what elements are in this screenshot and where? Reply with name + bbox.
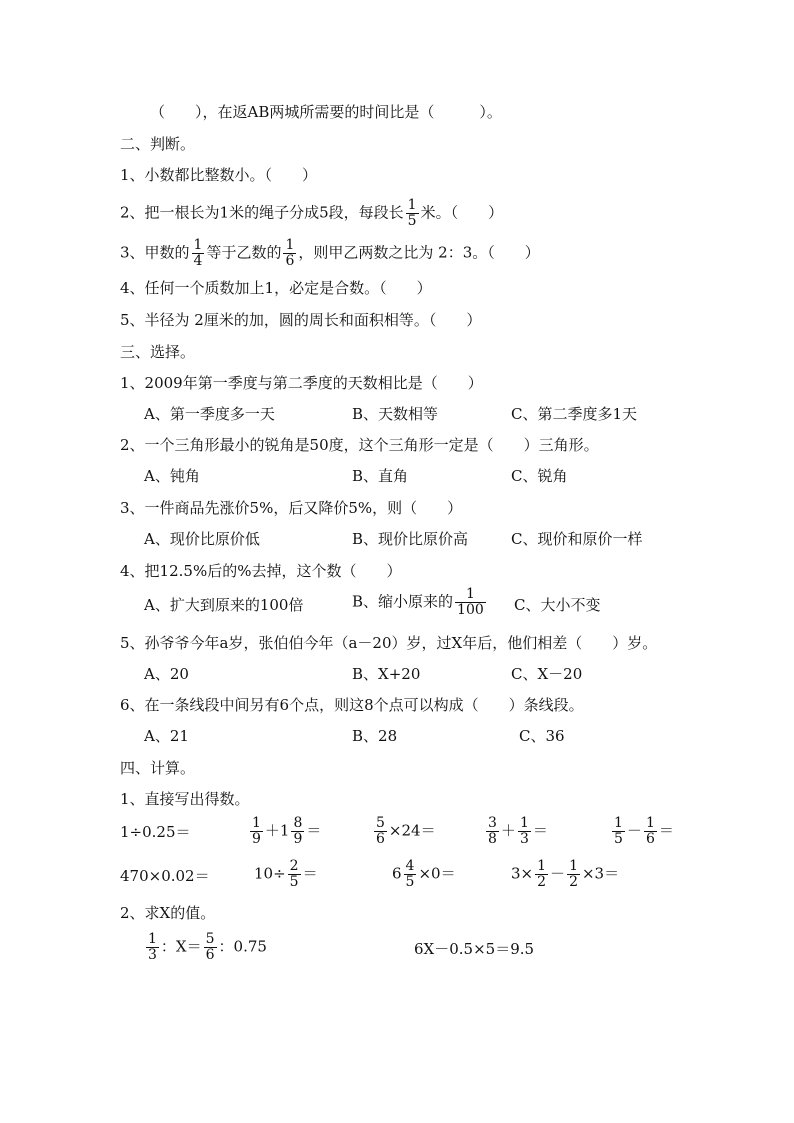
numerator: 8 — [293, 815, 303, 831]
denominator: 5 — [614, 831, 623, 847]
denominator: 5 — [405, 874, 415, 890]
choice-q4-option-c: C、大小不变 — [514, 596, 601, 614]
expr-tail: ×0＝ — [418, 864, 456, 883]
solve-eq-1 — [144, 932, 267, 963]
judge-q2-tail: 米。（ ） — [420, 203, 504, 222]
fraction — [404, 859, 417, 890]
judge-q4: 4、任何一个质数加上1，必定是合数。（ ） — [120, 279, 432, 297]
denominator: 6 — [285, 253, 295, 269]
judge-q2-text: 2、把一根长为1米的绳子分成5段，每段长 — [120, 203, 404, 222]
denominator: 2 — [537, 874, 547, 890]
calc-expr-3 — [372, 816, 436, 847]
denominator: 5 — [407, 213, 417, 229]
fraction — [250, 816, 263, 847]
calc-expr-9 — [511, 859, 619, 890]
denominator: 9 — [252, 831, 261, 847]
fraction — [204, 932, 217, 963]
numerator: 1 — [407, 197, 417, 213]
choice-q6-option-c: C、36 — [519, 727, 565, 745]
numerator: 2 — [289, 858, 299, 874]
calc-expr-5 — [610, 816, 674, 847]
expr-tail: ×3＝ — [581, 864, 620, 883]
numerator: 5 — [205, 931, 215, 947]
denominator: 5 — [289, 874, 299, 890]
denominator: 6 — [376, 831, 385, 847]
judge-q3-tail: ，则甲乙两数之比为 2：3。（ ） — [298, 243, 540, 262]
choice-q6: 6、在一条线段中间另有6个点，则这8个点可以构成（ ）条线段。 — [120, 696, 584, 714]
choice-q1-option-b: B、天数相等 — [352, 405, 439, 423]
solve-eq-2: 6X－0.5×5＝9.5 — [414, 940, 535, 958]
fraction — [455, 587, 486, 618]
section-heading-calc: 四、计算。 — [120, 759, 196, 777]
choice-q4-option-b-text: B、缩小原来的 — [352, 592, 454, 611]
numerator: 5 — [376, 815, 385, 831]
fraction — [644, 816, 657, 847]
fraction — [535, 859, 548, 890]
judge-q3 — [120, 238, 540, 269]
calc-expr-7 — [254, 859, 318, 890]
operator: － — [626, 821, 642, 840]
choice-q3-option-b: B、现价比原价高 — [352, 530, 469, 548]
calc-expr-4 — [484, 816, 548, 847]
choice-q2-option-c: C、锐角 — [511, 467, 568, 485]
choice-q2-option-b: B、直角 — [352, 467, 409, 485]
numerator: 1 — [569, 858, 578, 874]
numerator: 1 — [148, 931, 157, 947]
choice-q1-option-a: A、第一季度多一天 — [144, 405, 275, 423]
fraction — [288, 859, 301, 890]
denominator: 4 — [193, 253, 203, 269]
section-heading-choice: 三、选择。 — [120, 343, 196, 361]
choice-q4-option-b — [352, 587, 488, 618]
calc-expr-6: 470×0.02＝ — [120, 867, 210, 885]
denominator: 8 — [488, 831, 497, 847]
choice-q4-option-a: A、扩大到原来的100倍 — [144, 596, 304, 614]
judge-q5: 5、半径为 2厘米的加，圆的周长和面积相等。（ ） — [120, 311, 482, 329]
expr-head: 3× — [511, 864, 534, 883]
choice-q5-option-c: C、X－20 — [511, 665, 583, 683]
calc-subheading-direct: 1、直接写出得数。 — [120, 790, 250, 808]
operator: ＋ — [500, 821, 516, 840]
numerator: 1 — [537, 858, 547, 874]
equals: ＝ — [658, 821, 674, 840]
eq-tail: ：0.75 — [218, 937, 267, 956]
calc-subheading-solve: 2、求X的值。 — [120, 904, 216, 922]
fraction — [374, 816, 387, 847]
calc-expr-8 — [392, 859, 456, 890]
fraction — [146, 932, 159, 963]
operator: － — [550, 864, 566, 883]
choice-q3: 3、一件商品先涨价5%，后又降价5%，则（ ） — [120, 499, 463, 517]
choice-q2: 2、一个三角形最小的锐角是50度，这个三角形一定是（ ）三角形。 — [120, 436, 599, 454]
judge-q3-text: 3、甲数的 — [120, 243, 190, 262]
fraction — [192, 238, 205, 269]
numerator: 1 — [519, 815, 529, 831]
numerator: 1 — [193, 237, 203, 253]
choice-q4: 4、把12.5%后的%去掉，这个数（ ） — [120, 562, 402, 580]
numerator: 1 — [455, 587, 486, 603]
numerator: 1 — [285, 237, 295, 253]
denominator: 100 — [457, 602, 484, 618]
denominator: 6 — [645, 831, 655, 847]
numerator: 4 — [405, 858, 415, 874]
judge-q1: 1、小数都比整数小。（ ） — [120, 166, 318, 184]
denominator: 3 — [148, 947, 157, 963]
fraction — [406, 198, 419, 229]
judge-q2 — [120, 198, 503, 229]
numerator: 3 — [488, 815, 497, 831]
expr-head: 10÷ — [254, 864, 286, 883]
fraction — [291, 816, 304, 847]
eq-mid: ：X＝ — [160, 937, 202, 956]
expr-tail: ×24＝ — [388, 821, 436, 840]
equals: ＝ — [306, 821, 322, 840]
choice-q5-option-b: B、X+20 — [352, 665, 421, 683]
equals: ＝ — [532, 821, 548, 840]
section-heading-judge: 二、判断。 — [120, 135, 196, 153]
fraction — [518, 816, 531, 847]
calc-expr-1: 1÷0.25＝ — [120, 823, 191, 841]
denominator: 6 — [205, 947, 215, 963]
choice-q5: 5、孙爷爷今年a岁，张伯伯今年（a－20）岁，过X年后，他们相差（ ）岁。 — [120, 634, 658, 652]
fraction — [567, 859, 580, 890]
question-continuation: （ ），在返AB两城所需要的时间比是（ ）。 — [150, 103, 502, 121]
choice-q3-option-a: A、现价比原价低 — [144, 530, 260, 548]
choice-q3-option-c: C、现价和原价一样 — [511, 530, 643, 548]
choice-q5-option-a: A、20 — [144, 665, 189, 683]
equals: ＝ — [302, 864, 318, 883]
fraction — [486, 816, 499, 847]
denominator: 9 — [293, 831, 303, 847]
numerator: 1 — [252, 815, 261, 831]
judge-q3-mid: 等于乙数的 — [206, 243, 282, 262]
operator: ＋1 — [264, 821, 290, 840]
fraction — [283, 238, 296, 269]
denominator: 2 — [569, 874, 578, 890]
choice-q1: 1、2009年第一季度与第二季度的天数相比是（ ） — [120, 374, 483, 392]
denominator: 3 — [519, 831, 529, 847]
choice-q2-option-a: A、钝角 — [144, 467, 200, 485]
numerator: 1 — [645, 815, 655, 831]
choice-q6-option-b: B、28 — [352, 727, 398, 745]
calc-expr-2 — [248, 816, 321, 847]
choice-q1-option-c: C、第二季度多1天 — [511, 405, 638, 423]
numerator: 1 — [614, 815, 623, 831]
mixed-whole: 6 — [392, 864, 402, 883]
fraction — [612, 816, 625, 847]
choice-q6-option-a: A、21 — [144, 727, 189, 745]
